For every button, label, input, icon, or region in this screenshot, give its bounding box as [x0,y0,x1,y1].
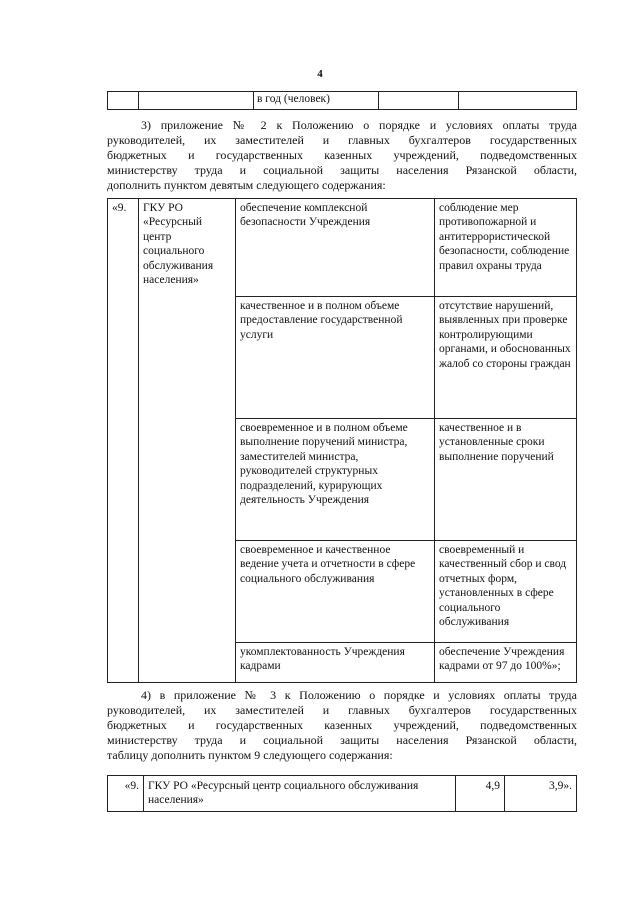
indicator-cell: обеспечение комплексной безопасности Учреждения [236,199,435,297]
paragraph-line: министерству труда и социальной защиты населения Рязанской области, [107,163,577,177]
indicator-cell: укомплектованность Учреждения кадрами [236,643,435,683]
paragraph-4 [107,688,577,763]
organization-name: ГКУ РО «Ресурсный центр социального обслуживания населения» [144,776,456,812]
indicator-cell: качественное и в полном объеме предоставление государственной услуги [236,297,435,419]
paragraph-3 [107,118,577,193]
criteria-table [107,198,577,683]
row-number: «9. [108,199,139,683]
value-cell: 3,9». [505,776,577,812]
paragraph-line: руководителей, их заместителей и главных бухгалтеров государственных [107,133,577,147]
condition-cell: обеспечение Учреждения кадрами от 97 до 100%»; [435,643,577,683]
condition-cell: своевременный и качественный сбор и свод отчетных форм, установленных в сфере социального обслуживания [435,541,577,643]
paragraph-line: дополнить пунктом девятым следующего содержания: [107,178,386,192]
paragraph-line: 3) приложение № 2 к Положению о порядке и условиях оплаты труда [141,118,577,132]
paragraph-line: министерству труда и социальной защиты населения Рязанской области, [107,733,577,747]
page-number: 4 [317,68,323,80]
paragraph-line: руководителей, их заместителей и главных бухгалтеров государственных [107,703,577,717]
indicator-cell: своевременное и в полном объеме выполнение поручений министра, заместителей министра, руководителей структурных подразделений, курирующих деятельность Учреждения [236,419,435,541]
value-cell: 4,9 [456,776,505,812]
condition-cell: соблюдение мер противопожарной и антитеррористической безопасности, соблюдение правил охраны труда [435,199,577,297]
continued-table [107,91,577,110]
table-cell [139,92,254,110]
paragraph-line: бюджетных и государственных казенных учреждений, подведомственных [107,148,577,162]
condition-cell: отсутствие нарушений, выявленных при проверке контролирующими органами, и обоснованных жалоб со стороны граждан [435,297,577,419]
table-cell-text: в год (человек) [254,92,379,110]
coefficient-table [107,775,577,812]
table-cell [379,92,459,110]
paragraph-line: бюджетных и государственных казенных учреждений, подведомственных [107,718,577,732]
organization-name: ГКУ РО «Ресурсный центр социального обслуживания населения» [139,199,236,683]
paragraph-line: таблицу дополнить пунктом 9 следующего содержания: [107,748,393,762]
condition-cell: качественное и в установленные сроки выполнение поручений [435,419,577,541]
table-cell [459,92,577,110]
paragraph-line: 4) в приложение № 3 к Положению о порядке и условиях оплаты труда [141,688,577,702]
row-number: «9. [108,776,144,812]
indicator-cell: своевременное и качественное ведение учета и отчетности в сфере социального обслуживания [236,541,435,643]
table-cell [108,92,139,110]
